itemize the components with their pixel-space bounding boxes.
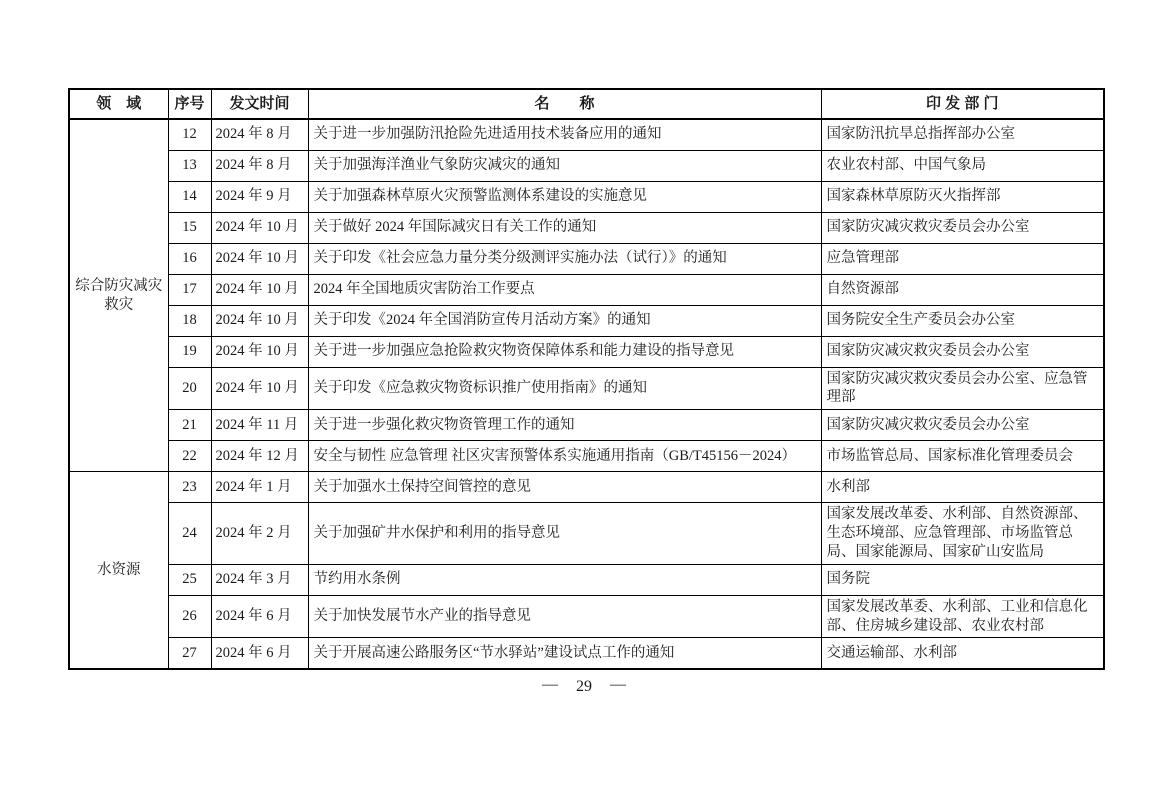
- header-department: 印 发 部 门: [821, 89, 1104, 119]
- table-row: [69, 150, 1104, 181]
- row-no-cell: 19: [168, 336, 211, 367]
- table-row: [69, 305, 1104, 336]
- table-row: [69, 472, 1104, 503]
- row-department-cell: 市场监管总局、国家标准化管理委员会: [821, 441, 1104, 472]
- row-name-cell: 关于进一步强化救灾物资管理工作的通知: [308, 410, 821, 441]
- table-row: [69, 638, 1104, 669]
- row-no-cell: 16: [168, 243, 211, 274]
- row-department-cell: 农业农村部、中国气象局: [821, 150, 1104, 181]
- row-no-cell: 22: [168, 441, 211, 472]
- row-department-cell: 水利部: [821, 472, 1104, 503]
- row-date-cell: 2024 年 8 月: [211, 119, 308, 150]
- row-date-cell: 2024 年 10 月: [211, 243, 308, 274]
- row-date-cell: 2024 年 6 月: [211, 638, 308, 669]
- header-field: 领 域: [69, 89, 168, 119]
- row-date-cell: 2024 年 10 月: [211, 305, 308, 336]
- row-no-cell: 21: [168, 410, 211, 441]
- table-row: [69, 441, 1104, 472]
- row-department-cell: 国家森林草原防灭火指挥部: [821, 181, 1104, 212]
- row-date-cell: 2024 年 10 月: [211, 212, 308, 243]
- row-no-cell: 24: [168, 503, 211, 565]
- row-date-cell: 2024 年 1 月: [211, 472, 308, 503]
- row-name-cell: 安全与韧性 应急管理 社区灾害预警体系实施通用指南（GB/T45156－2024）: [308, 441, 821, 472]
- row-name-cell: 关于印发《社会应急力量分类分级测评实施办法（试行）》的通知: [308, 243, 821, 274]
- row-name-cell: 关于印发《应急救灾物资标识推广使用指南》的通知: [308, 367, 821, 410]
- table-row: [69, 274, 1104, 305]
- row-no-cell: 17: [168, 274, 211, 305]
- table-row: [69, 243, 1104, 274]
- footer-right-dash: —: [610, 676, 626, 693]
- row-department-cell: 国家防灾减灾救灾委员会办公室、应急管理部: [821, 367, 1104, 410]
- table-row: [69, 212, 1104, 243]
- row-date-cell: 2024 年 10 月: [211, 336, 308, 367]
- row-name-cell: 关于开展高速公路服务区“节水驿站”建设试点工作的通知: [308, 638, 821, 669]
- row-name-cell: 关于加强海洋渔业气象防灾减灾的通知: [308, 150, 821, 181]
- page-number: 29: [576, 678, 592, 695]
- policy-table-container: [68, 88, 1103, 670]
- table-row: [69, 181, 1104, 212]
- row-date-cell: 2024 年 6 月: [211, 595, 308, 638]
- header-no: 序号: [168, 89, 211, 119]
- row-no-cell: 26: [168, 595, 211, 638]
- row-department-cell: 自然资源部: [821, 274, 1104, 305]
- row-name-cell: 关于做好 2024 年国际减灾日有关工作的通知: [308, 212, 821, 243]
- row-no-cell: 20: [168, 367, 211, 410]
- table-row: [69, 367, 1104, 410]
- row-department-cell: 国务院安全生产委员会办公室: [821, 305, 1104, 336]
- row-no-cell: 23: [168, 472, 211, 503]
- field-cell: 水资源: [69, 472, 168, 669]
- row-name-cell: 关于进一步加强应急抢险救灾物资保障体系和能力建设的指导意见: [308, 336, 821, 367]
- row-name-cell: 节约用水条例: [308, 564, 821, 595]
- row-name-cell: 关于加快发展节水产业的指导意见: [308, 595, 821, 638]
- field-cell: 综合防灾减灾救灾: [69, 119, 168, 472]
- row-department-cell: 国家防灾减灾救灾委员会办公室: [821, 336, 1104, 367]
- table-row: [69, 564, 1104, 595]
- row-department-cell: 国务院: [821, 564, 1104, 595]
- header-date: 发文时间: [211, 89, 308, 119]
- row-date-cell: 2024 年 3 月: [211, 564, 308, 595]
- policy-table: [68, 88, 1105, 670]
- row-date-cell: 2024 年 10 月: [211, 274, 308, 305]
- row-name-cell: 关于加强矿井水保护和利用的指导意见: [308, 503, 821, 565]
- row-department-cell: 国家防汛抗旱总指挥部办公室: [821, 119, 1104, 150]
- row-department-cell: 国家防灾减灾救灾委员会办公室: [821, 212, 1104, 243]
- row-department-cell: 国家发展改革委、水利部、自然资源部、生态环境部、应急管理部、市场监管总局、国家能源局、国家矿山安监局: [821, 503, 1104, 565]
- table-row: [69, 595, 1104, 638]
- table-row: [69, 336, 1104, 367]
- row-no-cell: 25: [168, 564, 211, 595]
- footer-left-dash: —: [542, 676, 558, 693]
- row-name-cell: 关于印发《2024 年全国消防宣传月活动方案》的通知: [308, 305, 821, 336]
- row-date-cell: 2024 年 8 月: [211, 150, 308, 181]
- row-date-cell: 2024 年 2 月: [211, 503, 308, 565]
- row-no-cell: 18: [168, 305, 211, 336]
- table-row: [69, 119, 1104, 150]
- row-no-cell: 27: [168, 638, 211, 669]
- row-no-cell: 12: [168, 119, 211, 150]
- row-department-cell: 交通运输部、水利部: [821, 638, 1104, 669]
- row-department-cell: 国家发展改革委、水利部、工业和信息化部、住房城乡建设部、农业农村部: [821, 595, 1104, 638]
- table-row: [69, 503, 1104, 565]
- page-footer: [0, 678, 1168, 696]
- row-no-cell: 14: [168, 181, 211, 212]
- row-name-cell: 关于进一步加强防汛抢险先进适用技术装备应用的通知: [308, 119, 821, 150]
- row-date-cell: 2024 年 9 月: [211, 181, 308, 212]
- row-no-cell: 15: [168, 212, 211, 243]
- row-name-cell: 关于加强森林草原火灾预警监测体系建设的实施意见: [308, 181, 821, 212]
- row-date-cell: 2024 年 10 月: [211, 367, 308, 410]
- row-department-cell: 国家防灾减灾救灾委员会办公室: [821, 410, 1104, 441]
- table-row: [69, 410, 1104, 441]
- row-date-cell: 2024 年 12 月: [211, 441, 308, 472]
- table-header-row: [69, 89, 1104, 119]
- row-name-cell: 关于加强水土保持空间管控的意见: [308, 472, 821, 503]
- row-name-cell: 2024 年全国地质灾害防治工作要点: [308, 274, 821, 305]
- row-date-cell: 2024 年 11 月: [211, 410, 308, 441]
- header-name: 名 称: [308, 89, 821, 119]
- row-no-cell: 13: [168, 150, 211, 181]
- row-department-cell: 应急管理部: [821, 243, 1104, 274]
